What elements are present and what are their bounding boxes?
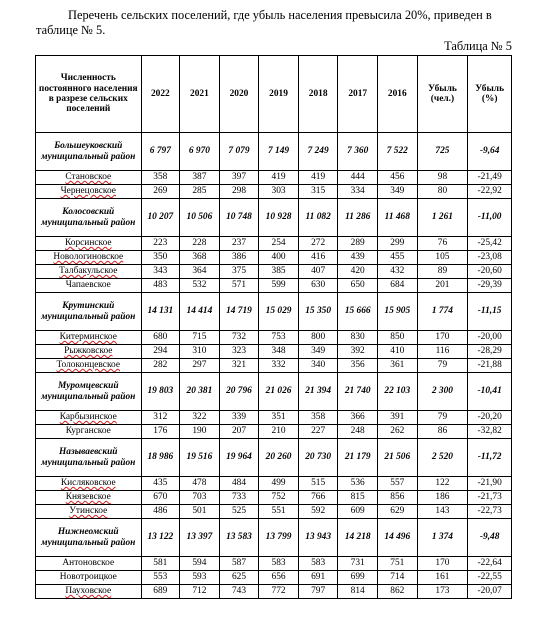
year-value-cell: 13 122 [141, 519, 180, 557]
year-value-cell: 407 [298, 265, 338, 279]
loss-pct-cell: -22,64 [468, 557, 512, 571]
row-name [36, 345, 142, 359]
loss-abs-cell: 89 [417, 265, 468, 279]
year-value-cell: 7 079 [219, 133, 259, 171]
year-value-cell: 583 [259, 557, 299, 571]
year-value-cell: 772 [259, 585, 299, 599]
district-row [36, 199, 512, 237]
header-name: Численность постоянного населения в разрезе сельских поселений [36, 56, 142, 133]
year-value-cell: 351 [259, 411, 299, 425]
header-year: 2018 [298, 56, 338, 133]
settlement-row [36, 411, 512, 425]
year-value-cell: 420 [338, 265, 378, 279]
year-value-cell: 343 [141, 265, 180, 279]
year-value-cell: 207 [219, 425, 259, 439]
year-value-cell: 650 [338, 279, 378, 293]
header-year: 2019 [259, 56, 299, 133]
year-value-cell: 20 381 [180, 373, 220, 411]
loss-pct-cell: -32,82 [468, 425, 512, 439]
intro-paragraph: Перечень сельских поселений, где убыль населения превысила 20%, приведен в таблице № 5. [36, 8, 492, 37]
year-value-cell: 387 [180, 171, 220, 185]
year-value-cell: 753 [259, 331, 299, 345]
table-caption: Таблица № 5 [444, 39, 512, 53]
year-value-cell: 670 [141, 491, 180, 505]
year-value-cell: 248 [338, 425, 378, 439]
row-name-text: Новологиновское [53, 252, 124, 263]
year-value-cell: 435 [141, 477, 180, 491]
loss-pct-cell: -25,42 [468, 237, 512, 251]
loss-pct-cell: -22,92 [468, 185, 512, 199]
year-value-cell: 456 [378, 171, 418, 185]
year-value-cell: 419 [259, 171, 299, 185]
year-value-cell: 7 149 [259, 133, 299, 171]
year-value-cell: 410 [378, 345, 418, 359]
year-value-cell: 800 [298, 331, 338, 345]
loss-abs-cell: 86 [417, 425, 468, 439]
row-name-text: Становское [65, 172, 112, 183]
year-value-cell: 815 [338, 491, 378, 505]
year-value-cell: 386 [219, 251, 259, 265]
year-value-cell: 712 [180, 585, 220, 599]
row-name-text: Карбызинское [59, 412, 117, 423]
loss-abs-cell: 170 [417, 557, 468, 571]
loss-pct-cell: -20,00 [468, 331, 512, 345]
district-row [36, 293, 512, 331]
row-name-text: Называевский муниципальный район [41, 446, 136, 468]
loss-pct-cell: -11,15 [468, 293, 512, 331]
row-name [36, 373, 142, 411]
year-value-cell: 13 583 [219, 519, 259, 557]
year-value-cell: 830 [338, 331, 378, 345]
row-name-text: Курганское [65, 426, 111, 437]
row-name [36, 279, 142, 293]
year-value-cell: 323 [219, 345, 259, 359]
loss-pct-cell: -21,88 [468, 359, 512, 373]
year-value-cell: 432 [378, 265, 418, 279]
year-value-cell: 350 [141, 251, 180, 265]
year-value-cell: 715 [180, 331, 220, 345]
year-value-cell: 299 [378, 237, 418, 251]
year-value-cell: 20 796 [219, 373, 259, 411]
header-year: 2016 [378, 56, 418, 133]
row-name [36, 491, 142, 505]
year-value-cell: 630 [298, 279, 338, 293]
year-value-cell: 10 207 [141, 199, 180, 237]
year-value-cell: 210 [259, 425, 299, 439]
loss-abs-cell: 2 300 [417, 373, 468, 411]
year-value-cell: 684 [378, 279, 418, 293]
loss-pct-cell: -20,20 [468, 411, 512, 425]
row-name-text: Новотроицкое [59, 572, 117, 583]
row-name-text: Толоконцевское [56, 360, 121, 371]
row-name [36, 505, 142, 519]
year-value-cell: 7 360 [338, 133, 378, 171]
year-value-cell: 814 [338, 585, 378, 599]
loss-pct-cell: -21,73 [468, 491, 512, 505]
loss-pct-cell: -9,48 [468, 519, 512, 557]
loss-abs-cell: 173 [417, 585, 468, 599]
row-name [36, 237, 142, 251]
loss-abs-cell: 143 [417, 505, 468, 519]
year-value-cell: 332 [259, 359, 299, 373]
year-value-cell: 733 [219, 491, 259, 505]
header-year: 2021 [180, 56, 220, 133]
year-value-cell: 321 [219, 359, 259, 373]
year-value-cell: 732 [219, 331, 259, 345]
year-value-cell: 22 103 [378, 373, 418, 411]
settlement-row [36, 491, 512, 505]
row-name [36, 251, 142, 265]
year-value-cell: 536 [338, 477, 378, 491]
year-value-cell: 486 [141, 505, 180, 519]
loss-pct-cell: -28,29 [468, 345, 512, 359]
year-value-cell: 310 [180, 345, 220, 359]
year-value-cell: 14 131 [141, 293, 180, 331]
year-value-cell: 6 797 [141, 133, 180, 171]
loss-abs-cell: 98 [417, 171, 468, 185]
year-value-cell: 13 397 [180, 519, 220, 557]
loss-abs-cell: 76 [417, 237, 468, 251]
year-value-cell: 349 [378, 185, 418, 199]
year-value-cell: 14 496 [378, 519, 418, 557]
district-row [36, 133, 512, 171]
year-value-cell: 15 350 [298, 293, 338, 331]
settlement-row [36, 171, 512, 185]
year-value-cell: 228 [180, 237, 220, 251]
year-value-cell: 397 [219, 171, 259, 185]
loss-pct-cell: -21,90 [468, 477, 512, 491]
year-value-cell: 282 [141, 359, 180, 373]
year-value-cell: 21 506 [378, 439, 418, 477]
year-value-cell: 358 [298, 411, 338, 425]
year-value-cell: 699 [338, 571, 378, 585]
year-value-cell: 680 [141, 331, 180, 345]
loss-abs-cell: 79 [417, 411, 468, 425]
row-name-text: Большеуковский муниципальный район [41, 140, 136, 162]
row-name-text: Корсинское [64, 238, 112, 249]
year-value-cell: 11 286 [338, 199, 378, 237]
year-value-cell: 15 666 [338, 293, 378, 331]
year-value-cell: 703 [180, 491, 220, 505]
row-name [36, 439, 142, 477]
loss-abs-cell: 161 [417, 571, 468, 585]
year-value-cell: 714 [378, 571, 418, 585]
year-value-cell: 581 [141, 557, 180, 571]
year-value-cell: 19 803 [141, 373, 180, 411]
year-value-cell: 629 [378, 505, 418, 519]
loss-abs-cell: 79 [417, 359, 468, 373]
year-value-cell: 11 468 [378, 199, 418, 237]
settlement-row [36, 251, 512, 265]
year-value-cell: 419 [298, 171, 338, 185]
loss-abs-cell: 105 [417, 251, 468, 265]
row-name [36, 411, 142, 425]
loss-abs-cell: 80 [417, 185, 468, 199]
year-value-cell: 237 [219, 237, 259, 251]
year-value-cell: 400 [259, 251, 299, 265]
row-name [36, 171, 142, 185]
year-value-cell: 294 [141, 345, 180, 359]
year-value-cell: 7 522 [378, 133, 418, 171]
year-value-cell: 254 [259, 237, 299, 251]
year-value-cell: 592 [298, 505, 338, 519]
year-value-cell: 364 [180, 265, 220, 279]
year-value-cell: 19 516 [180, 439, 220, 477]
year-value-cell: 499 [259, 477, 299, 491]
loss-pct-cell: -29,39 [468, 279, 512, 293]
settlement-row [36, 345, 512, 359]
year-value-cell: 599 [259, 279, 299, 293]
year-value-cell: 10 928 [259, 199, 299, 237]
district-row [36, 519, 512, 557]
year-value-cell: 862 [378, 585, 418, 599]
settlement-row [36, 265, 512, 279]
year-value-cell: 269 [141, 185, 180, 199]
row-name [36, 585, 142, 599]
year-value-cell: 15 029 [259, 293, 299, 331]
year-value-cell: 625 [219, 571, 259, 585]
year-value-cell: 368 [180, 251, 220, 265]
year-value-cell: 483 [141, 279, 180, 293]
year-value-cell: 375 [219, 265, 259, 279]
year-value-cell: 416 [298, 251, 338, 265]
loss-pct-cell: -22,55 [468, 571, 512, 585]
row-name-text: Антоновское [62, 558, 115, 569]
row-name [36, 185, 142, 199]
row-name [36, 359, 142, 373]
loss-abs-cell: 725 [417, 133, 468, 171]
settlement-row [36, 505, 512, 519]
year-value-cell: 11 082 [298, 199, 338, 237]
year-value-cell: 6 970 [180, 133, 220, 171]
year-value-cell: 20 730 [298, 439, 338, 477]
settlement-row [36, 477, 512, 491]
loss-pct-cell: -10,41 [468, 373, 512, 411]
loss-abs-cell: 186 [417, 491, 468, 505]
row-name [36, 571, 142, 585]
loss-abs-cell: 122 [417, 477, 468, 491]
year-value-cell: 392 [338, 345, 378, 359]
header-year: 2020 [219, 56, 259, 133]
year-value-cell: 285 [180, 185, 220, 199]
year-value-cell: 13 943 [298, 519, 338, 557]
year-value-cell: 553 [141, 571, 180, 585]
row-name-text: Нижнеомский муниципальный район [41, 526, 136, 548]
row-name-text: Талбакульское [59, 266, 118, 277]
year-value-cell: 21 179 [338, 439, 378, 477]
row-name [36, 477, 142, 491]
year-value-cell: 348 [259, 345, 299, 359]
row-name-text: Утинское [69, 506, 108, 517]
year-value-cell: 609 [338, 505, 378, 519]
row-name-text: Муромцевский муниципальный район [41, 380, 136, 402]
row-name-text: Китерминское [59, 332, 117, 343]
settlement-row [36, 237, 512, 251]
header-year: 2022 [141, 56, 180, 133]
loss-abs-cell: 116 [417, 345, 468, 359]
header-loss-pct: Убыль (%) [468, 56, 512, 133]
district-row [36, 439, 512, 477]
settlement-row [36, 585, 512, 599]
year-value-cell: 19 964 [219, 439, 259, 477]
row-name [36, 199, 142, 237]
year-value-cell: 484 [219, 477, 259, 491]
header-loss-abs: Убыль (чел.) [417, 56, 468, 133]
row-name [36, 293, 142, 331]
year-value-cell: 223 [141, 237, 180, 251]
year-value-cell: 10 748 [219, 199, 259, 237]
year-value-cell: 18 986 [141, 439, 180, 477]
loss-abs-cell: 1 774 [417, 293, 468, 331]
year-value-cell: 691 [298, 571, 338, 585]
year-value-cell: 289 [338, 237, 378, 251]
year-value-cell: 385 [259, 265, 299, 279]
year-value-cell: 340 [298, 359, 338, 373]
row-name [36, 557, 142, 571]
district-row [36, 373, 512, 411]
year-value-cell: 366 [338, 411, 378, 425]
year-value-cell: 10 506 [180, 199, 220, 237]
year-value-cell: 551 [259, 505, 299, 519]
header-year: 2017 [338, 56, 378, 133]
year-value-cell: 176 [141, 425, 180, 439]
year-value-cell: 501 [180, 505, 220, 519]
loss-abs-cell: 2 520 [417, 439, 468, 477]
year-value-cell: 455 [378, 251, 418, 265]
year-value-cell: 15 905 [378, 293, 418, 331]
year-value-cell: 856 [378, 491, 418, 505]
year-value-cell: 190 [180, 425, 220, 439]
loss-abs-cell: 170 [417, 331, 468, 345]
year-value-cell: 439 [338, 251, 378, 265]
year-value-cell: 656 [259, 571, 299, 585]
year-value-cell: 766 [298, 491, 338, 505]
year-value-cell: 297 [180, 359, 220, 373]
year-value-cell: 262 [378, 425, 418, 439]
row-name-text: Рыжковское [64, 346, 113, 357]
table-header-row [36, 56, 512, 133]
year-value-cell: 391 [378, 411, 418, 425]
year-value-cell: 13 799 [259, 519, 299, 557]
year-value-cell: 21 026 [259, 373, 299, 411]
settlement-row [36, 185, 512, 199]
loss-pct-cell: -20,07 [468, 585, 512, 599]
year-value-cell: 532 [180, 279, 220, 293]
row-name [36, 265, 142, 279]
year-value-cell: 515 [298, 477, 338, 491]
year-value-cell: 752 [259, 491, 299, 505]
year-value-cell: 339 [219, 411, 259, 425]
year-value-cell: 21 740 [338, 373, 378, 411]
year-value-cell: 315 [298, 185, 338, 199]
year-value-cell: 751 [378, 557, 418, 571]
loss-abs-cell: 1 374 [417, 519, 468, 557]
year-value-cell: 21 394 [298, 373, 338, 411]
year-value-cell: 594 [180, 557, 220, 571]
row-name [36, 425, 142, 439]
year-value-cell: 444 [338, 171, 378, 185]
row-name-text: Крутинский муниципальный район [41, 300, 136, 322]
settlement-row [36, 279, 512, 293]
loss-pct-cell: -9,64 [468, 133, 512, 171]
year-value-cell: 525 [219, 505, 259, 519]
settlement-row [36, 571, 512, 585]
row-name-text: Кисляковское [60, 478, 116, 489]
loss-pct-cell: -11,00 [468, 199, 512, 237]
row-name [36, 133, 142, 171]
loss-abs-cell: 201 [417, 279, 468, 293]
loss-pct-cell: -23,08 [468, 251, 512, 265]
year-value-cell: 358 [141, 171, 180, 185]
year-value-cell: 361 [378, 359, 418, 373]
year-value-cell: 322 [180, 411, 220, 425]
year-value-cell: 14 719 [219, 293, 259, 331]
year-value-cell: 227 [298, 425, 338, 439]
year-value-cell: 593 [180, 571, 220, 585]
year-value-cell: 557 [378, 477, 418, 491]
year-value-cell: 797 [298, 585, 338, 599]
row-name [36, 331, 142, 345]
year-value-cell: 356 [338, 359, 378, 373]
year-value-cell: 349 [298, 345, 338, 359]
settlement-row [36, 425, 512, 439]
year-value-cell: 334 [338, 185, 378, 199]
year-value-cell: 14 414 [180, 293, 220, 331]
row-name [36, 519, 142, 557]
row-name-text: Пауховское [65, 586, 112, 597]
year-value-cell: 312 [141, 411, 180, 425]
row-name-text: Князевское [65, 492, 111, 503]
row-name-text: Колосовский муниципальный район [41, 206, 136, 228]
year-value-cell: 583 [298, 557, 338, 571]
year-value-cell: 303 [259, 185, 299, 199]
year-value-cell: 20 260 [259, 439, 299, 477]
population-table [35, 55, 512, 599]
settlement-row [36, 557, 512, 571]
year-value-cell: 7 249 [298, 133, 338, 171]
year-value-cell: 571 [219, 279, 259, 293]
loss-pct-cell: -22,73 [468, 505, 512, 519]
year-value-cell: 14 218 [338, 519, 378, 557]
year-value-cell: 272 [298, 237, 338, 251]
year-value-cell: 743 [219, 585, 259, 599]
year-value-cell: 850 [378, 331, 418, 345]
year-value-cell: 689 [141, 585, 180, 599]
year-value-cell: 731 [338, 557, 378, 571]
loss-abs-cell: 1 261 [417, 199, 468, 237]
row-name-text: Чернецовское [60, 186, 116, 197]
loss-pct-cell: -11,72 [468, 439, 512, 477]
settlement-row [36, 331, 512, 345]
loss-pct-cell: -20,60 [468, 265, 512, 279]
year-value-cell: 587 [219, 557, 259, 571]
row-name-text: Чапаевское [65, 280, 111, 291]
year-value-cell: 478 [180, 477, 220, 491]
settlement-row [36, 359, 512, 373]
loss-pct-cell: -21,49 [468, 171, 512, 185]
year-value-cell: 298 [219, 185, 259, 199]
